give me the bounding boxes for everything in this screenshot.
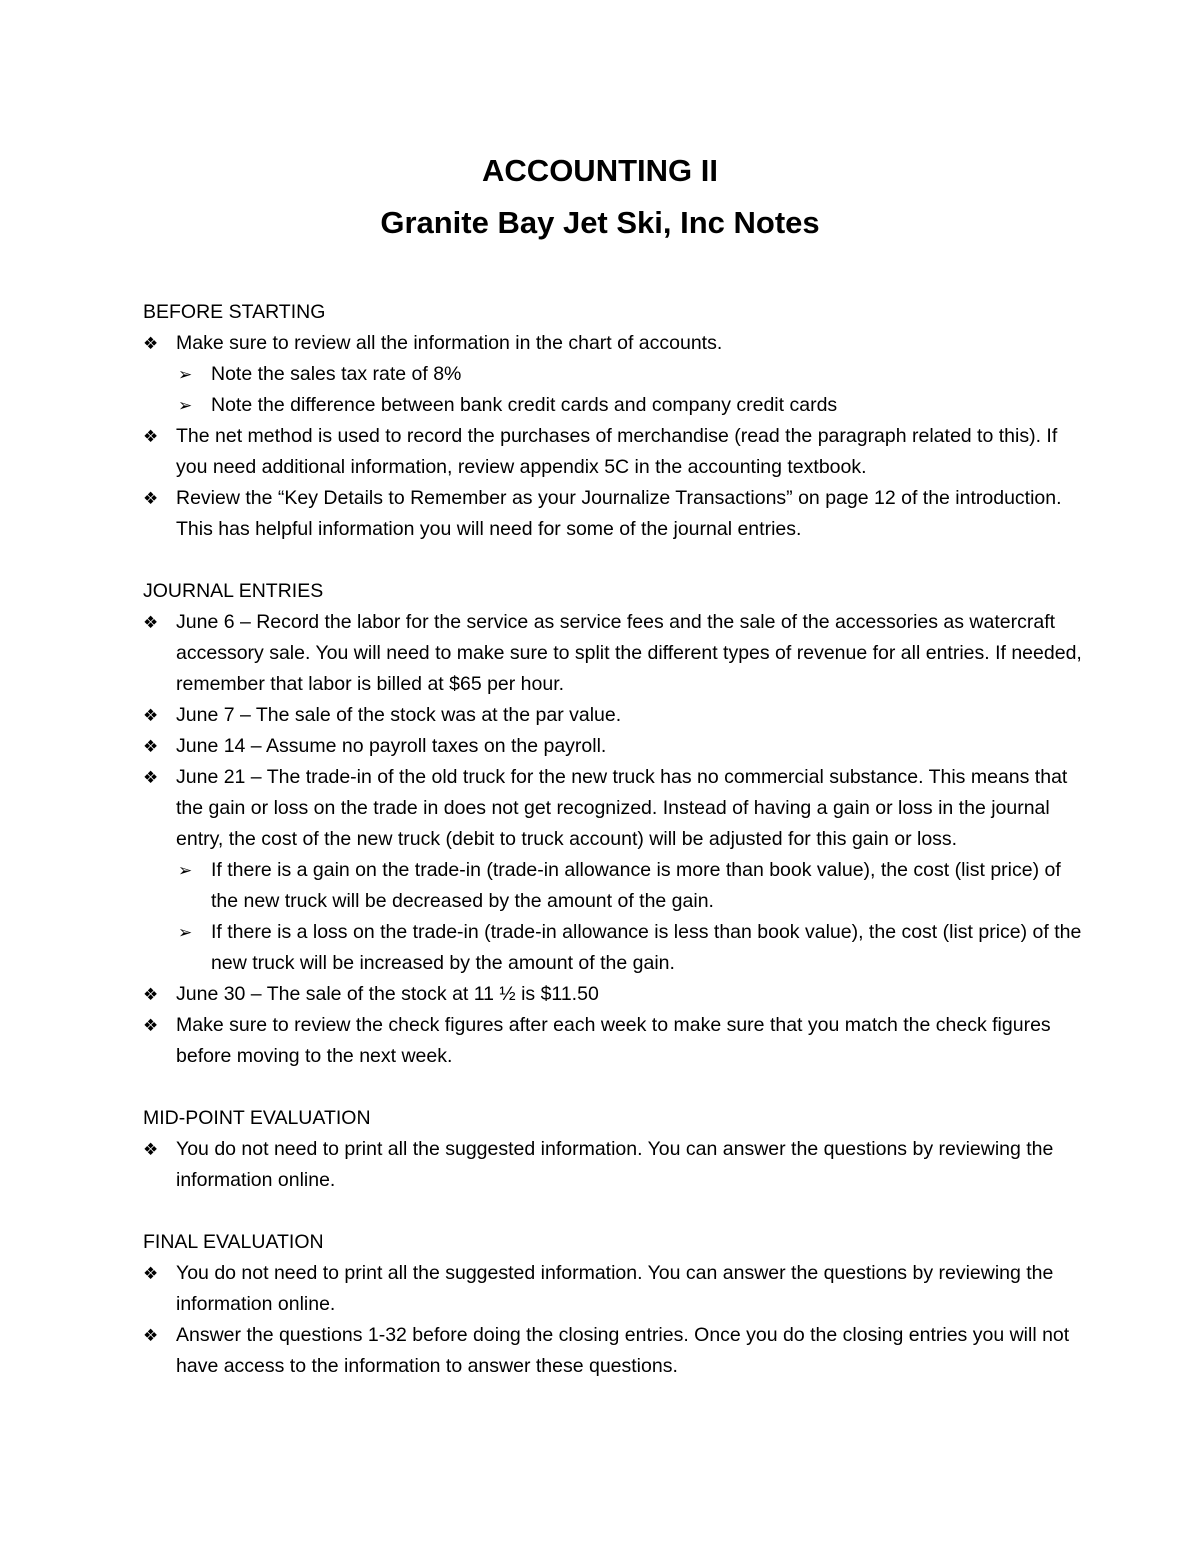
- bullet-item: [143, 328, 1083, 359]
- sub-bullet-text: Note the sales tax rate of 8%: [211, 363, 462, 385]
- diamond-bullet-icon: ❖: [143, 613, 159, 632]
- diamond-bullet-icon: ❖: [143, 985, 159, 1004]
- section-heading: MID-POINT EVALUATION: [143, 1107, 371, 1129]
- sub-bullet-text: If there is a gain on the trade-in (trade-in allowance is more than book value), the cost (list price) of the new truck will be decreased by the amount of the gain.: [211, 859, 1061, 912]
- bullet-item-text: You do not need to print all the suggested information. You can answer the questions by reviewing the information online.: [176, 1262, 1054, 1315]
- document-subtitle: Granite Bay Jet Ski, Inc Notes: [380, 205, 820, 240]
- bullet-item-text: June 6 – Record the labor for the service as service fees and the sale of the accessories as watercraft accessory sale. You will need to make sure to split the different types of revenue for all entries. If needed, remember that labor is billed at $65 per hour.: [176, 611, 1082, 695]
- bullet-item: [143, 1134, 1083, 1196]
- title-block: [0, 145, 1200, 249]
- section-heading: JOURNAL ENTRIES: [143, 580, 324, 602]
- section-heading: BEFORE STARTING: [143, 301, 326, 323]
- bullet-item-text: You do not need to print all the suggested information. You can answer the questions by reviewing the information online.: [176, 1138, 1054, 1191]
- diamond-bullet-icon: ❖: [143, 737, 159, 756]
- bullet-item-text: Review the “Key Details to Remember as your Journalize Transactions” on page 12 of the introduction. This has helpful information you will need for some of the journal entries.: [176, 487, 1062, 540]
- bullet-item: [143, 1258, 1083, 1320]
- bullet-item-text: June 21 – The trade-in of the old truck for the new truck has no commercial substance. This means that the gain or loss on the trade in does not get recognized. Instead of having a gain or loss in the journal entry, the cost of the new truck (debit to truck account) will be adjusted for this gain or loss.: [176, 766, 1068, 850]
- bullet-item: [143, 700, 1083, 731]
- document-body: [143, 297, 1083, 1413]
- bullet-item: [143, 607, 1083, 700]
- bullet-item-text: June 30 – The sale of the stock at 11 ½ is $11.50: [176, 983, 599, 1005]
- diamond-bullet-icon: ❖: [143, 1326, 159, 1345]
- diamond-bullet-icon: ❖: [143, 489, 159, 508]
- sub-bullet-item: [143, 359, 1083, 390]
- bullet-item: [143, 421, 1083, 483]
- sub-bullet-text: If there is a loss on the trade-in (trade-in allowance is less than book value), the cost (list price) of the new truck will be increased by the amount of the gain.: [211, 921, 1082, 974]
- bullet-item: [143, 731, 1083, 762]
- bullet-item: [143, 1320, 1083, 1382]
- bullet-item: [143, 483, 1083, 545]
- arrow-bullet-icon: ➢: [178, 365, 193, 384]
- diamond-bullet-icon: ❖: [143, 427, 159, 446]
- bullet-item-text: Answer the questions 1-32 before doing the closing entries. Once you do the closing entries you will not have access to the information to answer these questions.: [176, 1324, 1070, 1377]
- arrow-bullet-icon: ➢: [178, 861, 193, 880]
- section: [143, 1103, 1083, 1196]
- diamond-bullet-icon: ❖: [143, 706, 159, 725]
- section-heading: FINAL EVALUATION: [143, 1231, 324, 1253]
- sub-bullet-text: Note the difference between bank credit cards and company credit cards: [211, 394, 838, 416]
- diamond-bullet-icon: ❖: [143, 1140, 159, 1159]
- document-title: ACCOUNTING II: [482, 153, 718, 188]
- arrow-bullet-icon: ➢: [178, 396, 193, 415]
- diamond-bullet-icon: ❖: [143, 334, 159, 353]
- sub-bullet-item: [143, 917, 1083, 979]
- section: [143, 297, 1083, 545]
- bullet-item-text: The net method is used to record the purchases of merchandise (read the paragraph related to this). If you need additional information, review appendix 5C in the accounting textbook.: [176, 425, 1058, 478]
- diamond-bullet-icon: ❖: [143, 1264, 159, 1283]
- bullet-item: [143, 762, 1083, 855]
- sub-bullet-item: [143, 390, 1083, 421]
- diamond-bullet-icon: ❖: [143, 768, 159, 787]
- bullet-item: [143, 1010, 1083, 1072]
- bullet-item-text: June 7 – The sale of the stock was at the par value.: [176, 704, 622, 726]
- bullet-item: [143, 979, 1083, 1010]
- arrow-bullet-icon: ➢: [178, 923, 193, 942]
- section: [143, 1227, 1083, 1382]
- section: [143, 576, 1083, 1072]
- bullet-item-text: Make sure to review the check figures after each week to make sure that you match the check figures before moving to the next week.: [176, 1014, 1051, 1067]
- bullet-item-text: Make sure to review all the information in the chart of accounts.: [176, 332, 723, 354]
- diamond-bullet-icon: ❖: [143, 1016, 159, 1035]
- bullet-item-text: June 14 – Assume no payroll taxes on the payroll.: [176, 735, 607, 757]
- sub-bullet-item: [143, 855, 1083, 917]
